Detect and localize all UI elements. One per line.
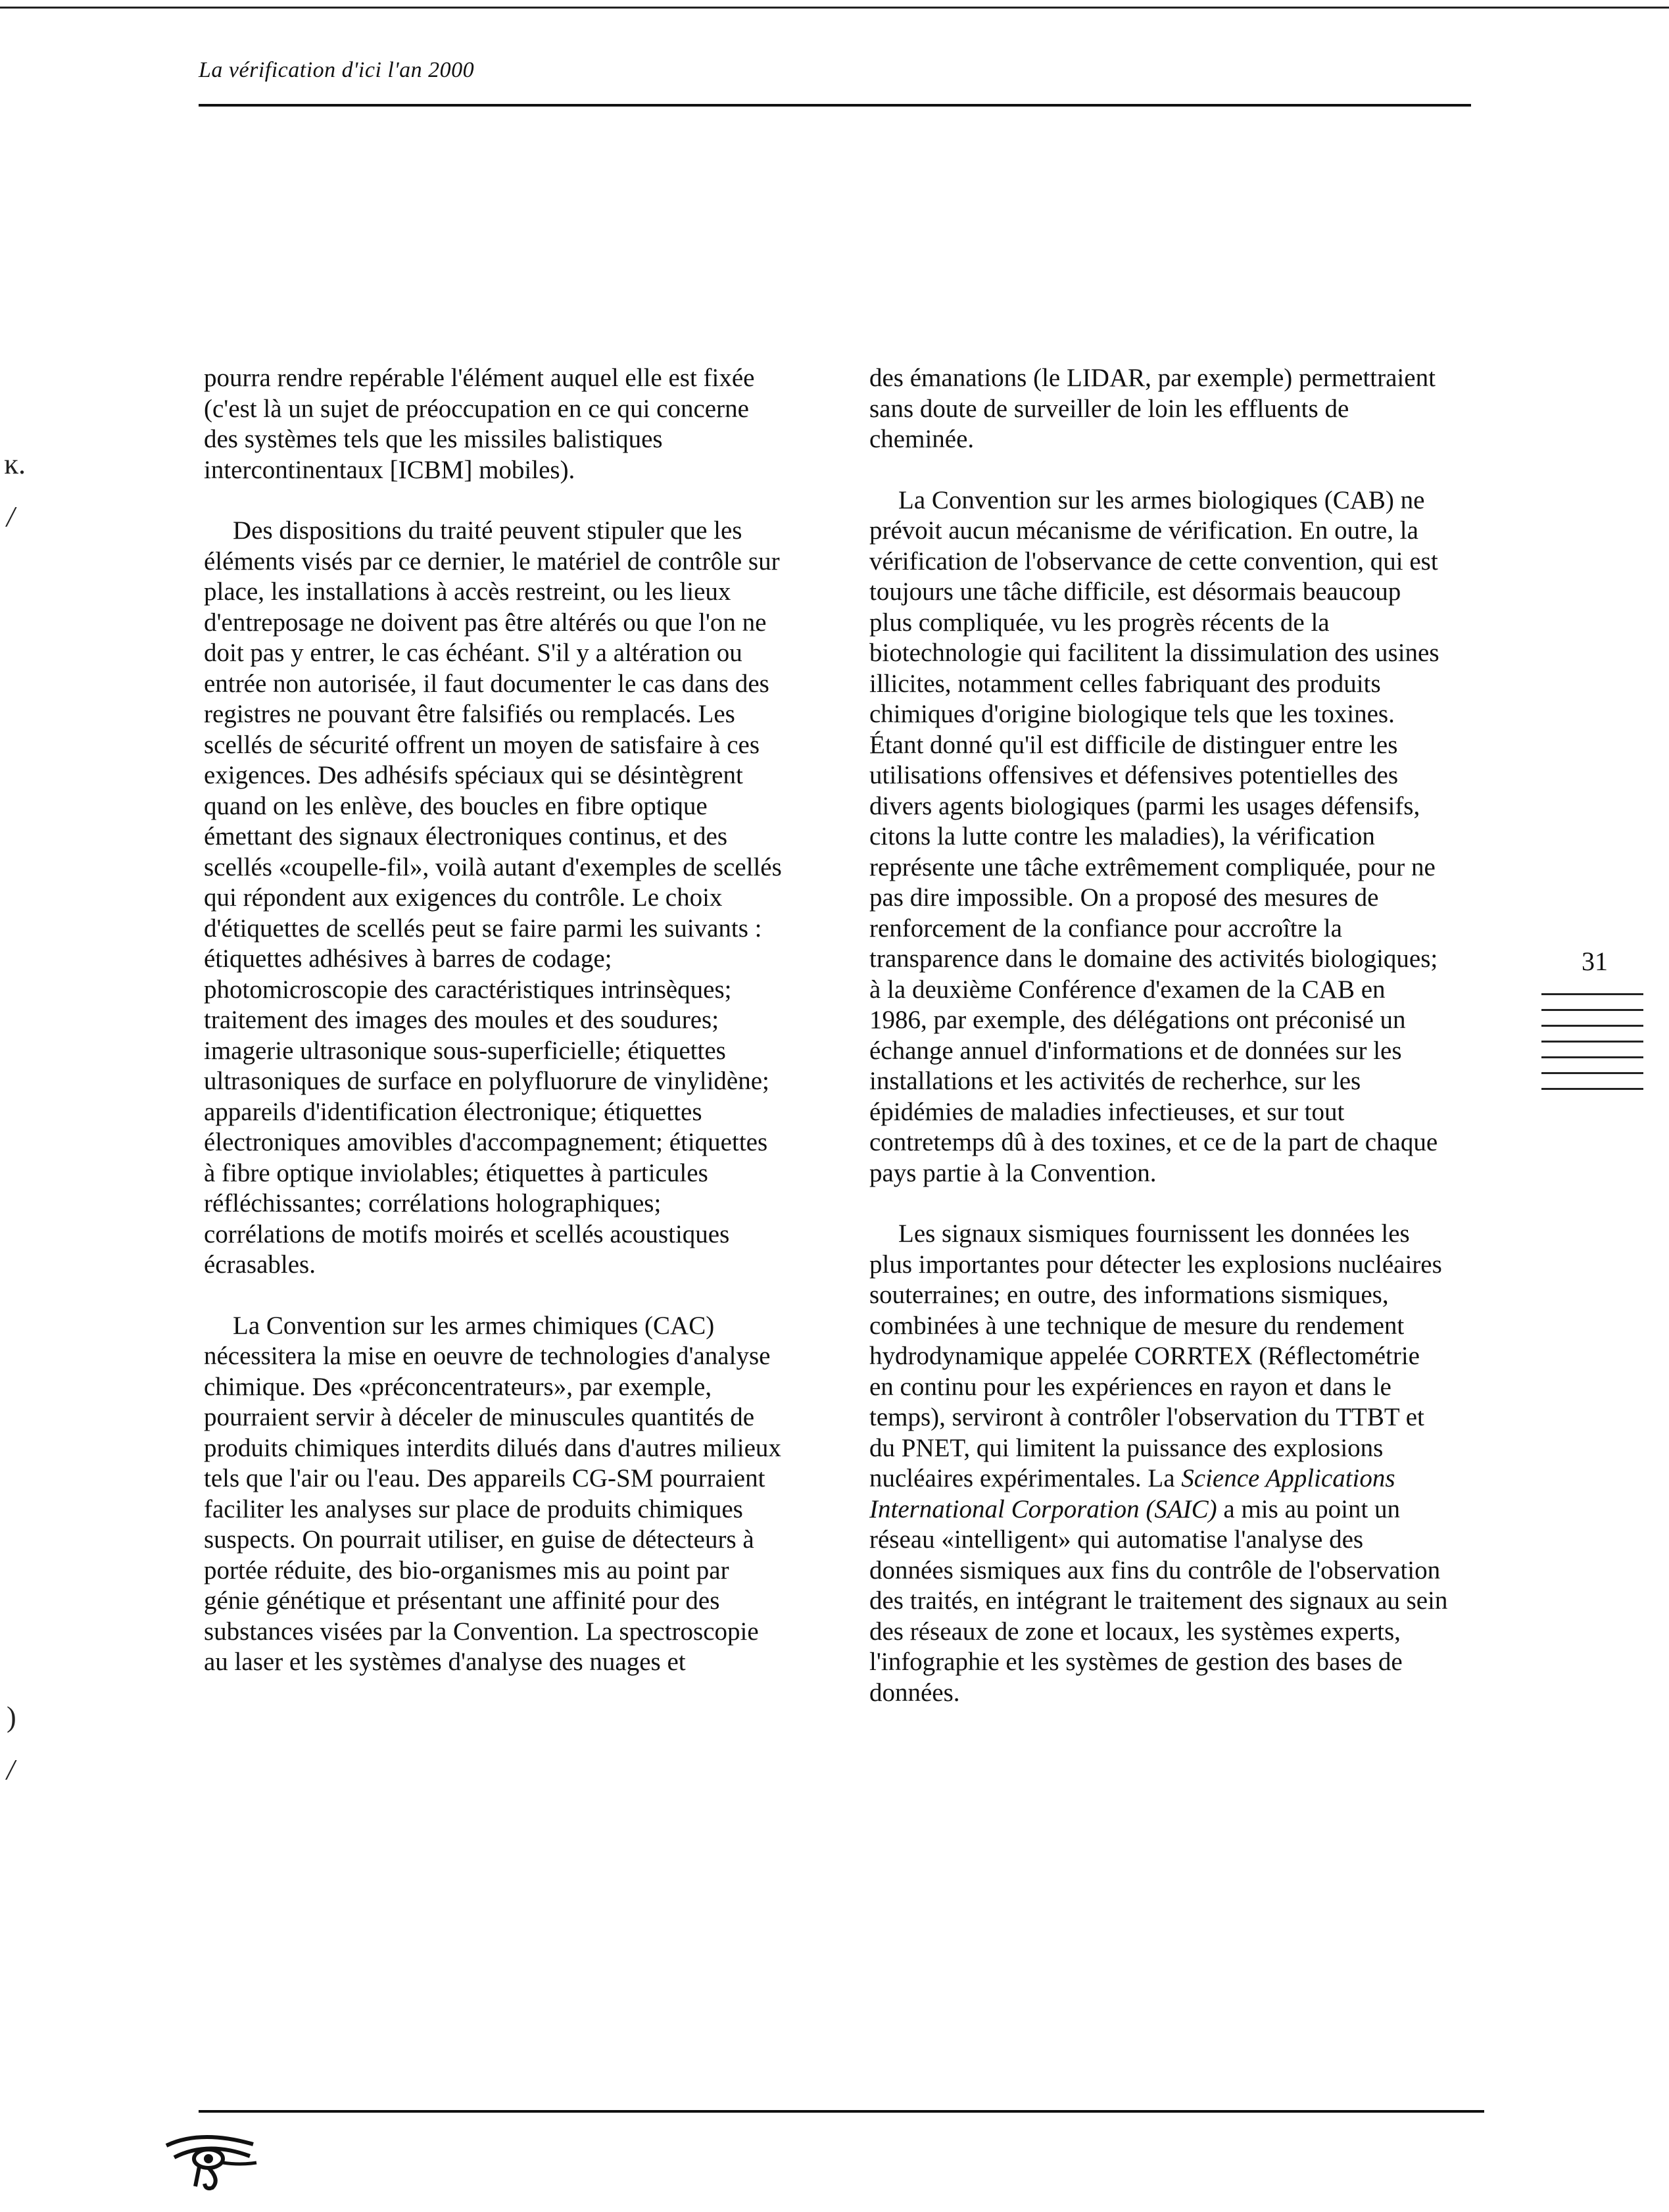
margin-rule — [1541, 1056, 1643, 1058]
margin-rule — [1541, 1041, 1643, 1043]
right-text-column — [869, 363, 1448, 1738]
header-rule — [199, 104, 1471, 107]
scan-margin-mark: / — [7, 501, 15, 533]
paragraph-text: a mis au point un réseau «intelligent» qui automatise l'analyse des données sismiques aux fins du contrôle de l'observation des traités, en intégrant le traitement des signaux au sein des réseaux de zone et locaux, les systèmes experts, l'infographie et les systèmes de gestion des bases de données. — [869, 1494, 1448, 1707]
margin-rule — [1541, 993, 1643, 995]
organization-name-italic: Science Applications International Corporation (SAIC) — [869, 1464, 1395, 1523]
top-edge-rule — [0, 7, 1669, 9]
body-paragraph: pourra rendre repérable l'élément auquel elle est fixée (c'est là un sujet de préoccupation en ce qui concerne des systèmes tels que les missiles balistiques intercontinentaux [ICBM] mobiles). — [204, 364, 755, 484]
margin-rule — [1541, 1025, 1643, 1027]
scan-margin-mark: ) — [7, 1701, 16, 1733]
margin-rule — [1541, 1009, 1643, 1011]
eye-of-horus-logo-icon — [161, 2126, 260, 2192]
margin-rule — [1541, 1088, 1643, 1090]
body-paragraph: La Convention sur les armes biologiques (CAB) ne prévoit aucun mécanisme de vérification. En outre, la vérification de l'observance de cette convention, qui est toujours une tâche difficile, est désormais beaucoup plus compliquée, vu les progrès récents de la biotechnologie qui facilitent la dissimulation des usines illicites, notamment celles fabriquant des produits chimiques d'origine biologique tels que les toxines. Étant donné qu'il est difficile de distinguer entre les utilisations offensives et défensives potentielles des divers agents biologiques (parmi les usages défensifs, citons la lutte contre les maladies), la vérification représente une tâche extrêmement compliquée, pour ne pas dire impossible. On a proposé des mesures de renforcement de la confiance pour accroître la transparence dans le domaine des activités biologiques; à la deuxième Conférence d'examen de la CAB en 1986, par exemple, des délégations ont préconisé un échange annuel d'informations et de données sur les installations et les activités de recherhce, sur les épidémies de maladies infectieuses, et sur tout contretemps dû à des toxines, et ce de la part de chaque pays partie à la Convention. — [869, 485, 1439, 1187]
scan-margin-mark: ĸ. — [4, 448, 26, 480]
body-paragraph: des émanations (le LIDAR, par exemple) permettraient sans doute de surveiller de loin les effluents de cheminée. — [869, 364, 1436, 453]
footer-rule — [199, 2110, 1484, 2113]
body-paragraph-seismic — [869, 1219, 1448, 1708]
running-header-title: La vérification d'ici l'an 2000 — [199, 58, 475, 82]
paragraph-text: Les signaux sismiques fournissent les données les plus importantes pour détecter les explosions nucléaires souterraines; en outre, des informations sismiques, combinées à une technique de mesure du rendement hydrodynamique appelée CORRTEX (Réflectométrie en continu pour les expériences en rayon et dans le temps), serviront à contrôler l'observation du TTBT et du PNET, qui limitent la puissance des explosions nucléaires expérimentales. La — [869, 1219, 1442, 1492]
margin-decorative-rules — [1541, 993, 1643, 1104]
body-paragraph: Des dispositions du traité peuvent stipuler que les éléments visés par ce dernier, le matériel de contrôle sur place, les installations à accès restreint, ou les lieux d'entreposage ne doivent pas être altérés ou que l'on ne doit pas y entrer, le cas échéant. S'il y a altération ou entrée non autorisée, il faut documenter le cas dans des registres ne pouvant être falsifiés ou remplacés. Les scellés de sécurité offrent un moyen de satisfaire à ces exigences. Des adhésifs spéciaux qui se désintègrent quand on les enlève, des boucles en fibre optique émettant des signaux électroniques continus, et des scellés «coupelle-fil», voilà autant d'exemples de scellés qui répondent aux exigences du contrôle. Le choix d'étiquettes de scellés peut se faire parmi les suivants : étiquettes adhésives à barres de codage; photomicroscopie des caractéristiques intrinsèques; traitement des images des moules et des soudures; imagerie ultrasonique sous-superficielle; étiquettes ultrasoniques de surface en polyfluorure de vinylidène; appareils d'identification électronique; étiquettes électroniques amovibles d'accompagnement; étiquettes à fibre optique inviolables; étiquettes à particules réfléchissantes; corrélations holographiques; corrélations de motifs moirés et scellés acoustiques écrasables. — [204, 516, 782, 1279]
left-text-column — [204, 363, 783, 1708]
page-number: 31 — [1582, 946, 1608, 976]
scan-margin-mark: / — [7, 1754, 15, 1786]
margin-rule — [1541, 1072, 1643, 1074]
body-paragraph: La Convention sur les armes chimiques (CAC) nécessitera la mise en oeuvre de technologies d'analyse chimique. Des «préconcentrateurs», par exemple, pourraient servir à déceler de minuscules quantités de produits chimiques interdits dilués dans d'autres milieux tels que l'air ou l'eau. Des appareils CG-SM pourraient faciliter les analyses sur place de produits chimiques suspects. On pourrait utiliser, en guise de détecteurs à portée réduite, des bio-organismes mis au point par génie génétique et présentant une affinité pour des substances visées par la Convention. La spectroscopie au laser et les systèmes d'analyse des nuages et — [204, 1311, 781, 1676]
